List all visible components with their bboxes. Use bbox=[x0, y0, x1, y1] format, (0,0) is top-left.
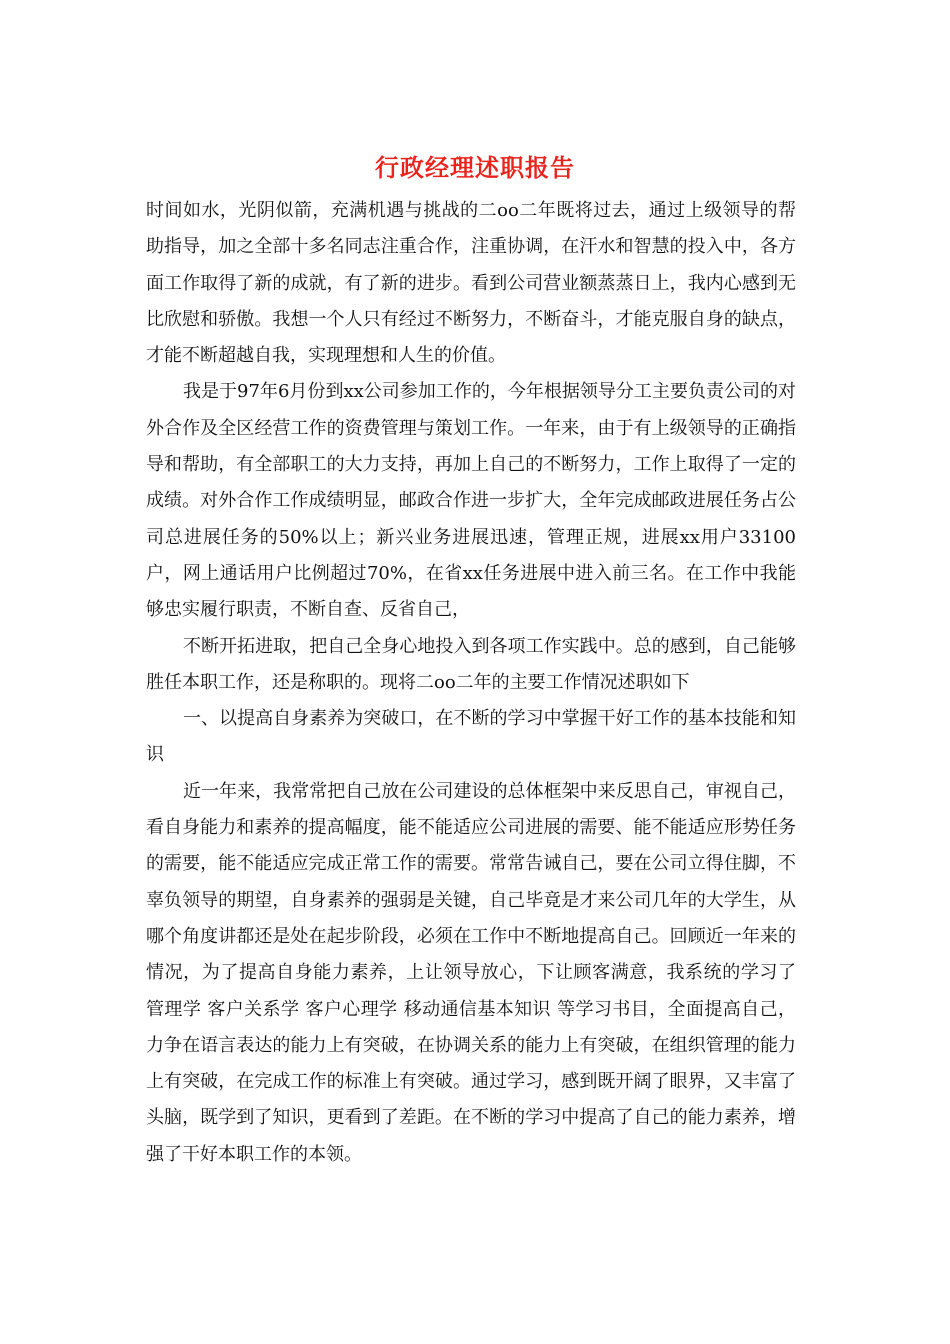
document-body bbox=[146, 193, 796, 1173]
paragraph-4: 一、以提高自身素养为突破口，在不断的学习中掌握干好工作的基本技能和知识 bbox=[146, 708, 796, 766]
document-title: 行政经理述职报告 bbox=[375, 153, 575, 182]
paragraph-3: 不断开拓进取，把自己全身心地投入到各项工作实践中。总的感到，自己能够胜任本职工作，还是称职的。现将二oo二年的主要工作情况述职如下 bbox=[146, 635, 796, 693]
paragraph-2: 我是于97年6月份到xx公司参加工作的，今年根据领导分工主要负责公司的对外合作及全区经营工作的资费管理与策划工作。一年来，由于有上级领导的正确指导和帮助，有全部职工的大力支持，再加上自己的不断努力，工作上取得了一定的成绩。对外合作工作成绩明显，邮政合作进一步扩大，全年完成邮政进展任务占公司总进展任务的50%以上；新兴业务进展迅速，管理正规，进展xx用户33100户，网上通话用户比例超过70%，在省xx任务进展中进入前三名。在工作中我能够忠实履行职责，不断自查、反省自己， bbox=[146, 381, 796, 621]
paragraph-1: 时间如水，光阴似箭，充满机遇与挑战的二oo二年既将过去，通过上级领导的帮助指导，加之全部十多名同志注重合作，注重协调，在汗水和智慧的投入中，各方面工作取得了新的成就，有了新的进步。看到公司营业额蒸蒸日上，我内心感到无比欣慰和骄傲。我想一个人只有经过不断努力，不断奋斗，才能克服自身的缺点，才能不断超越自我，实现理想和人生的价值。 bbox=[146, 200, 796, 367]
paragraph-5: 近一年来，我常常把自己放在公司建设的总体框架中来反思自己，审视自己，看自身能力和素养的提高幅度，能不能适应公司进展的需要、能不能适应形势任务的需要，能不能适应完成正常工作的需要。常常告诫自己，要在公司立得住脚，不辜负领导的期望，自身素养的强弱是关键，自己毕竟是才来公司几年的大学生，从哪个角度讲都还是处在起步阶段，必须在工作中不断地提高自己。回顾近一年来的情况，为了提高自身能力素养，上让领导放心，下让顾客满意，我系统的学习了 管理学 客户关系学 客户心理学 移动通信基本知识 等学习书目，全面提高自己，力争在语言表达的能力上有突破，在协调关系的能力上有突破，在组织管理的能力上有突破，在完成工作的标准上有突破。通过学习，感到既开阔了眼界，又丰富了头脑，既学到了知识，更看到了差距。在不断的学习中提高了自己的能力素养，增强了干好本职工作的本领。 bbox=[146, 780, 796, 1165]
